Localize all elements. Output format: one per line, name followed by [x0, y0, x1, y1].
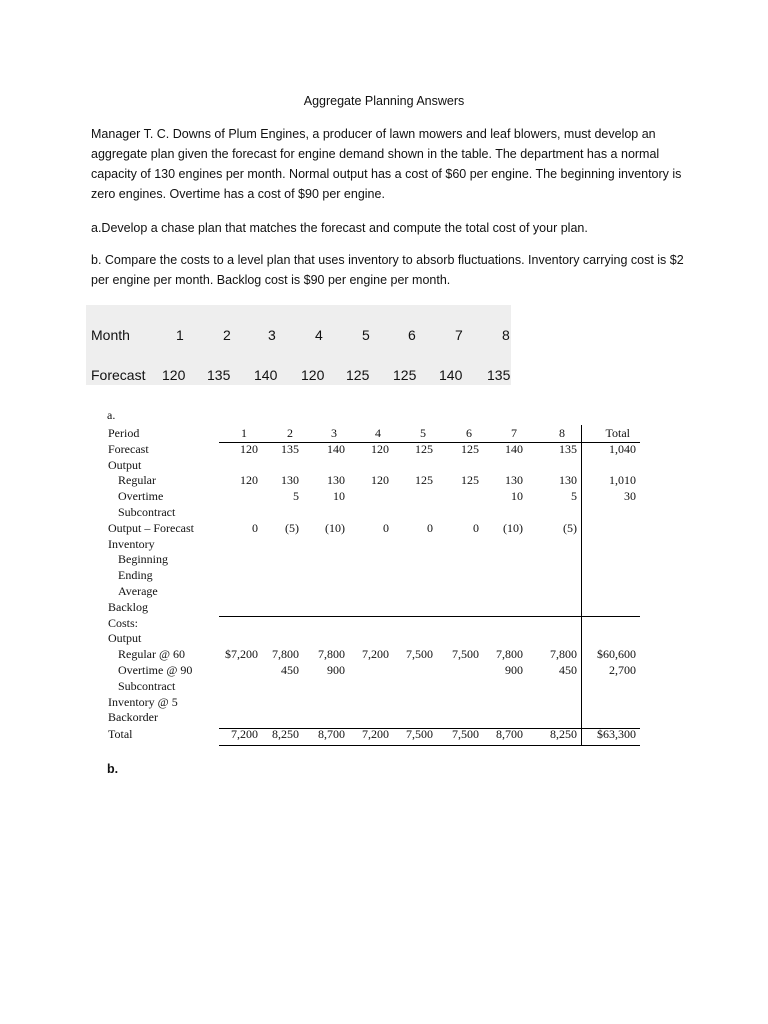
forecast-cell: 140 [254, 367, 278, 383]
cell-value: 900 [327, 663, 345, 677]
row-label: Backlog [108, 599, 148, 614]
forecast-cell: 125 [393, 367, 417, 383]
month-cell: 8 [502, 327, 510, 343]
period-header: 1 [241, 426, 247, 440]
cell-value: 125 [461, 473, 479, 488]
cell-value: 130 [559, 473, 577, 488]
cell-value: (10) [325, 520, 345, 535]
forecast-cell: 135 [207, 367, 231, 383]
cell-value: 7,800 [318, 647, 345, 662]
month-cell: 6 [408, 327, 416, 343]
row-label: Backorder [108, 710, 158, 725]
period-header: 3 [331, 426, 337, 440]
page-title: Aggregate Planning Answers [303, 94, 465, 108]
question-b: b. Compare the costs to a level plan that uses inventory to absorb fluctuations. Inventory carrying cost is $2 per engine per month. Backlog cost is $90 per engine per month. [91, 253, 684, 287]
cell-value: 8,250 [272, 727, 299, 742]
cell-value: (5) [285, 520, 299, 535]
row-total: 30 [624, 489, 636, 504]
cell-value: 5 [571, 489, 577, 504]
month-cell: 7 [455, 327, 463, 343]
month-cell: 5 [362, 327, 370, 343]
cell-value: 7,500 [452, 727, 479, 742]
row-label: Overtime [118, 489, 164, 504]
row-label: Costs: [108, 615, 139, 630]
cell-value: 7,500 [406, 647, 433, 662]
period-header: 8 [559, 426, 565, 440]
row-label: Inventory [108, 536, 155, 551]
cell-value: (5) [563, 520, 577, 535]
row-label: Beginning [118, 552, 168, 567]
question-a: a.Develop a chase plan that matches the forecast and compute the total cost of your plan. [91, 221, 588, 235]
row-total: $60,600 [597, 647, 636, 662]
row-label: Output – Forecast [108, 520, 194, 535]
cell-value: $7,200 [225, 647, 258, 662]
cell-value: 450 [281, 663, 299, 677]
cell-value: 450 [559, 663, 577, 677]
period-header: 7 [511, 426, 517, 440]
period-header: 2 [287, 426, 293, 440]
row-label: Regular [118, 473, 156, 488]
month-cell: 4 [315, 327, 323, 343]
cell-value: 135 [559, 441, 577, 456]
cell-value: 130 [327, 473, 345, 488]
cell-value: 7,800 [496, 647, 523, 662]
cell-value: 0 [383, 520, 389, 535]
forecast-cell: 135 [487, 367, 511, 383]
row-total: 2,700 [609, 663, 636, 677]
row-label: Output [108, 631, 142, 646]
row-label: Period [108, 426, 140, 440]
row-label: Total [108, 727, 133, 742]
forecast-cell: 140 [439, 367, 463, 383]
row-label: Subcontract [118, 505, 176, 519]
cell-value: (10) [503, 520, 523, 535]
period-header: 6 [466, 426, 472, 440]
cell-value: 10 [333, 489, 345, 504]
month-cell: 3 [268, 327, 276, 343]
cell-value: 120 [240, 473, 258, 488]
cell-value: 140 [327, 441, 345, 456]
cell-value: 8,250 [550, 727, 577, 742]
cell-value: 125 [415, 473, 433, 488]
row-label: Subcontract [118, 678, 176, 693]
cell-value: 125 [461, 441, 479, 456]
row-label: Overtime @ 90 [118, 663, 193, 677]
cell-value: 0 [252, 520, 258, 535]
row-label: Ending [118, 568, 153, 583]
intro-paragraph: Manager T. C. Downs of Plum Engines, a producer of lawn mowers and leaf blowers, must develop an aggregate plan given the forecast for engine demand shown in the table. The department has a normal capacity of 130 engines per month. Normal output has a cost of $60 per engine. The beginning inventory is zero engines. Overtime has a cost of $90 per engine. [91, 127, 682, 201]
cell-value: 140 [505, 441, 523, 456]
part-b-label: b. [107, 762, 119, 776]
cell-value: 7,200 [362, 727, 389, 742]
cell-value: 0 [427, 520, 433, 535]
forecast-cell: 125 [346, 367, 370, 383]
cell-value: 120 [371, 473, 389, 488]
cell-value: 7,500 [452, 647, 479, 662]
total-header: Total [605, 426, 630, 440]
cell-value: 7,500 [406, 727, 433, 742]
forecast-cell: 120 [301, 367, 325, 383]
period-header: 4 [375, 426, 381, 440]
costs-rule [219, 616, 640, 617]
cell-value: 120 [371, 441, 389, 456]
forecast-label: Forecast [91, 367, 146, 383]
row-label: Average [118, 584, 158, 598]
cell-value: 8,700 [496, 727, 523, 742]
cell-value: 900 [505, 663, 523, 677]
cell-value: 130 [505, 473, 523, 488]
cell-value: 10 [511, 489, 523, 504]
row-label: Output [108, 457, 142, 472]
cell-value: 130 [281, 473, 299, 488]
row-total: $63,300 [597, 727, 636, 742]
row-total: 1,040 [609, 441, 636, 456]
cell-value: 7,800 [550, 647, 577, 662]
chase-section-label: a. [107, 408, 116, 422]
cell-value: 7,800 [272, 647, 299, 662]
cell-value: 5 [293, 489, 299, 504]
cell-value: 135 [281, 441, 299, 456]
month-cell: 1 [176, 327, 184, 343]
row-label: Forecast [108, 441, 149, 456]
period-header: 5 [420, 426, 426, 440]
cell-value: 0 [473, 520, 479, 535]
month-label: Month [91, 327, 130, 343]
row-total: 1,010 [609, 473, 636, 488]
row-label: Regular @ 60 [118, 647, 186, 662]
cell-value: 7,200 [362, 647, 389, 662]
cell-value: 8,700 [318, 727, 345, 742]
row-label: Inventory @ 5 [108, 694, 178, 709]
cell-value: 125 [415, 441, 433, 456]
cell-value: 7,200 [231, 727, 258, 742]
forecast-cell: 120 [162, 367, 186, 383]
cell-value: 120 [240, 441, 258, 456]
month-cell: 2 [223, 327, 231, 343]
total-bottom-rule [219, 745, 640, 746]
